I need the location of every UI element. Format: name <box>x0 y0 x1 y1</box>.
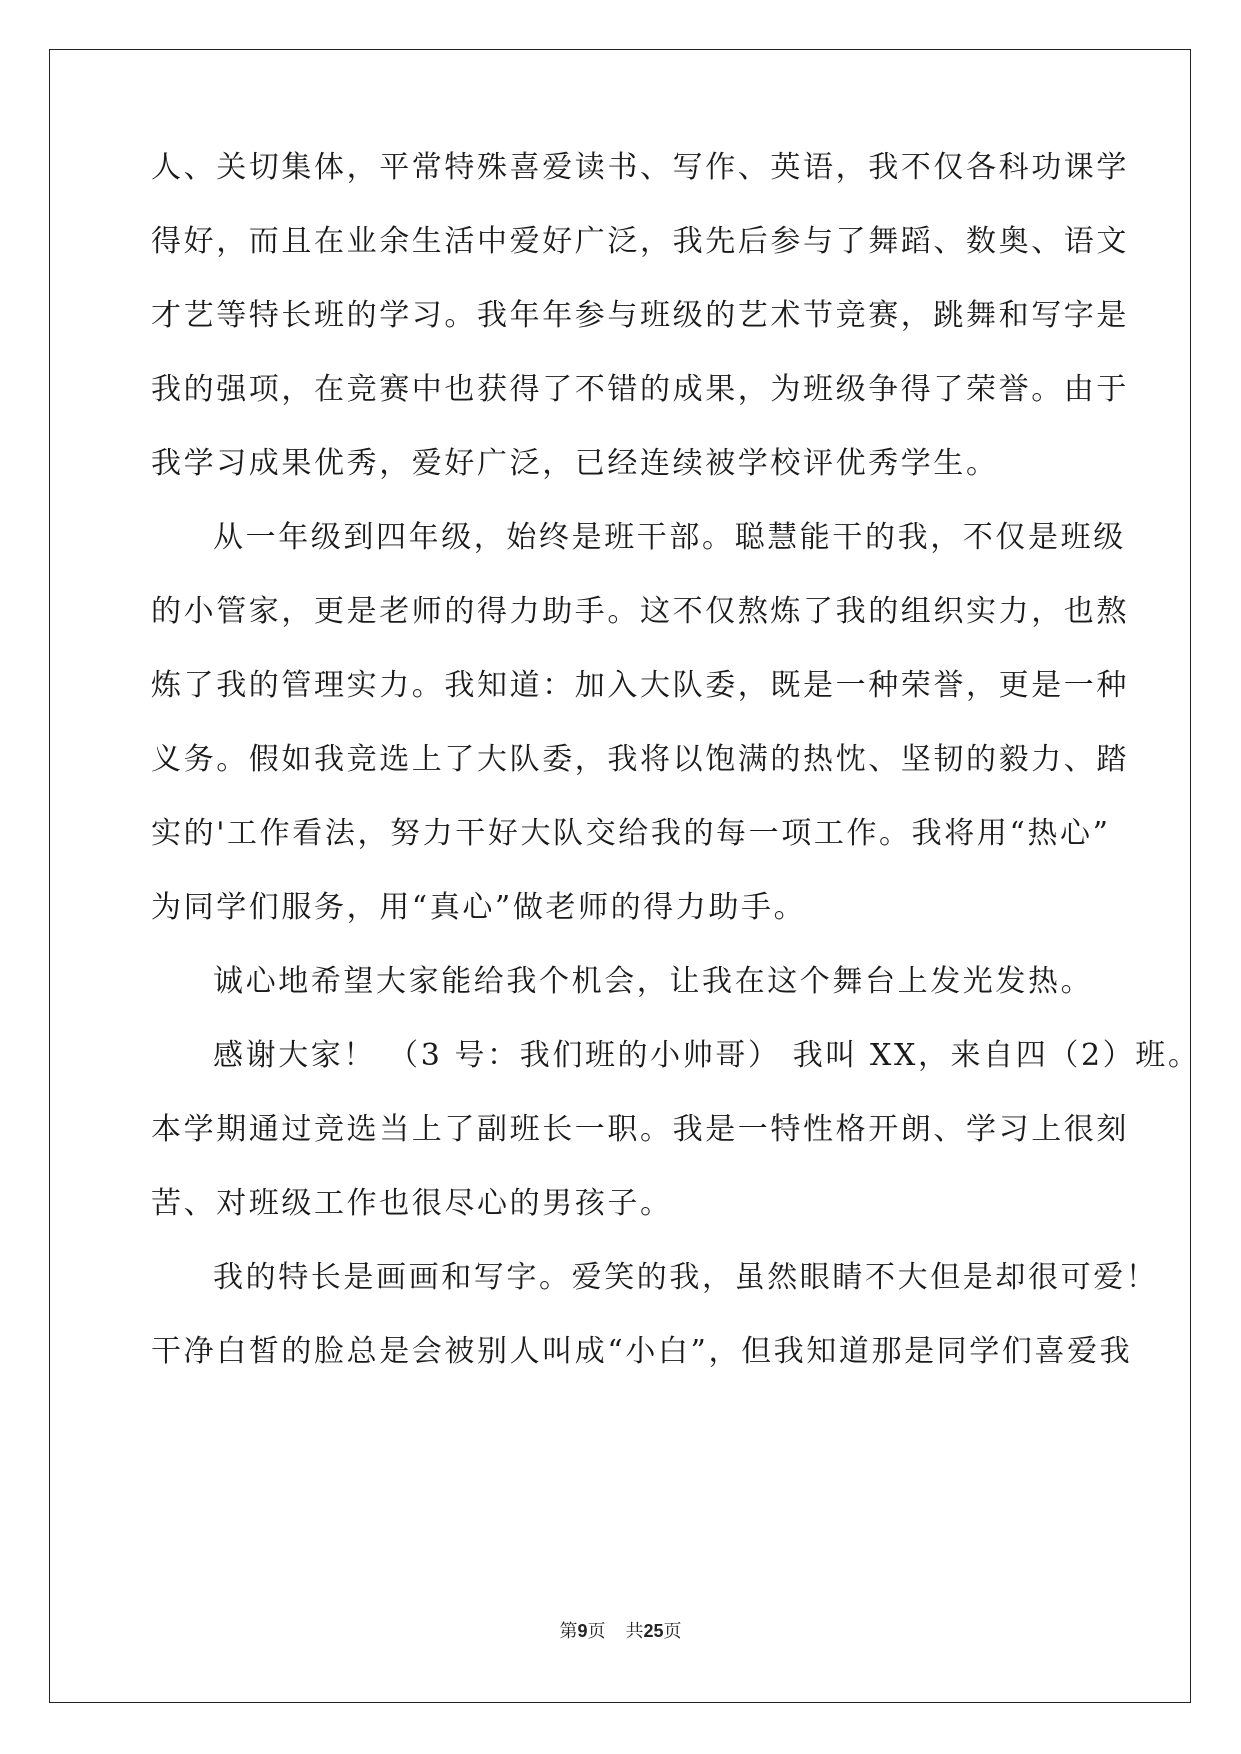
footer-page-prefix: 第 <box>559 1621 578 1642</box>
body-line-16: 我的特长是画画和写字。爱笑的我，虽然眼睛不大但是却很可爱！ <box>213 1260 1159 1295</box>
body-line-17: 干净白皙的脸总是会被别人叫成“小白”，但我知道那是同学们喜爱我 <box>151 1334 1133 1369</box>
body-line-12: 诚心地希望大家能给我个机会，让我在这个舞台上发光发热。 <box>213 964 1094 999</box>
body-line-7: 的小管家，更是老师的得力助手。这不仅熬炼了我的组织实力，也熬 <box>151 594 1129 629</box>
body-line-15: 苦、对班级工作也很尽心的男孩子。 <box>151 1186 673 1221</box>
footer-page-number: 9 <box>577 1621 588 1641</box>
body-line-4: 我的强项，在竞赛中也获得了不错的成果，为班级争得了荣誉。由于 <box>151 372 1129 407</box>
body-line-2: 得好，而且在业余生活中爱好广泛，我先后参与了舞蹈、数奥、语文 <box>151 224 1129 259</box>
footer-total-prefix: 共 <box>625 1621 644 1642</box>
body-line-6: 从一年级到四年级，始终是班干部。聪慧能干的我，不仅是班级 <box>213 520 1126 555</box>
page-footer <box>0 1617 1241 1643</box>
footer-total-pages: 25 <box>643 1621 664 1641</box>
body-line-8: 炼了我的管理实力。我知道：加入大队委，既是一种荣誉，更是一种 <box>151 668 1129 703</box>
body-line-9: 义务。假如我竞选上了大队委，我将以饱满的热忱、坚韧的毅力、踏 <box>151 742 1129 777</box>
body-line-5: 我学习成果优秀，爱好广泛，已经连续被学校评优秀学生。 <box>151 446 999 481</box>
body-line-11: 为同学们服务，用“真心”做老师的得力助手。 <box>151 890 807 925</box>
footer-total-suffix: 页 <box>663 1621 682 1642</box>
body-line-13: 感谢大家！ （3 号：我们班的小帅哥） 我叫 XX，来自四（2）班。 <box>213 1038 1201 1073</box>
body-line-14: 本学期通过竞选当上了副班长一职。我是一特性格开朗、学习上很刻 <box>151 1112 1129 1147</box>
body-line-1: 人、关切集体，平常特殊喜爱读书、写作、英语，我不仅各科功课学 <box>151 150 1129 185</box>
footer-page-suffix: 页 <box>587 1621 606 1642</box>
body-line-3: 才艺等特长班的学习。我年年参与班级的艺术节竞赛，跳舞和写字是 <box>151 298 1129 333</box>
body-line-10: 实的'工作看法，努力干好大队交给我的每一项工作。我将用“热心” <box>151 816 1111 851</box>
